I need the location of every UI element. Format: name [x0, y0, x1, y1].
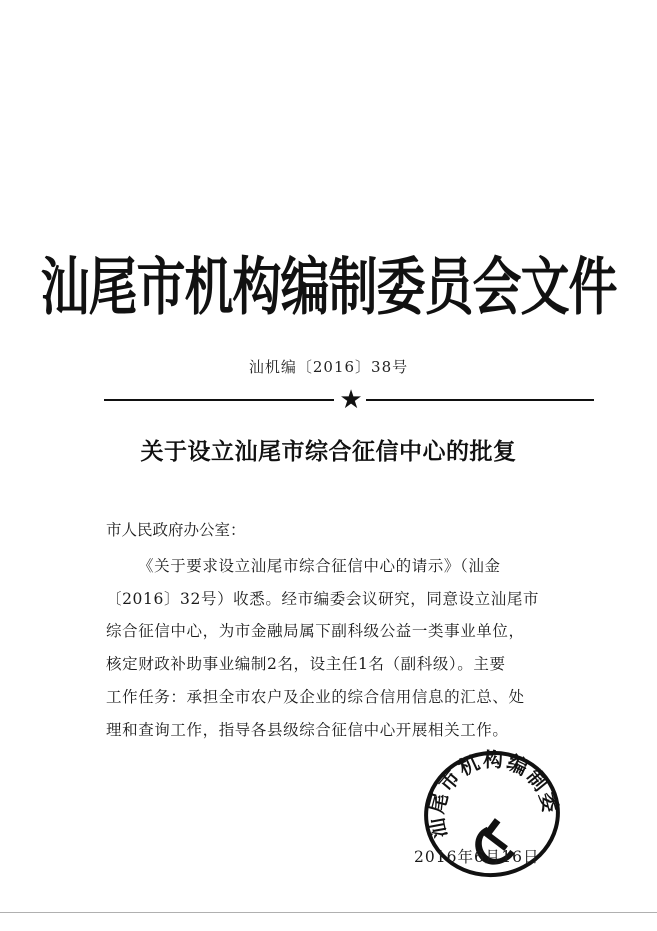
document-subject: 关于设立汕尾市综合征信中心的批复 — [140, 439, 517, 465]
body-line: 《关于要求设立汕尾市综合征信中心的请示》（汕金 — [138, 557, 501, 575]
divider-line-right — [366, 399, 594, 401]
body-line: 理和查询工作，指导各县级综合征信中心开展相关工作。 — [106, 720, 509, 739]
star-icon: ★ — [339, 385, 363, 415]
issue-date: 2016年6月16日 — [414, 848, 540, 866]
body-text — [106, 550, 578, 746]
document-number: 汕机编〔2016〕38号 — [248, 358, 409, 376]
red-header-divider — [104, 385, 594, 415]
recipient: 市人民政府办公室： — [106, 521, 246, 539]
issuing-authority-title: 汕尾市机构编制委员会文件 — [40, 250, 617, 324]
body-line: 〔2016〕32号）收悉。经市编委会议研究，同意设立汕尾市 — [106, 589, 540, 608]
body-line: 核定财政补助事业编制2名，设主任1名（副科级）。主要 — [106, 655, 506, 674]
body-line: 工作任务：承担全市农户及企业的综合信用信息的汇总、处 — [106, 687, 525, 706]
seal-text: 汕尾市机构编制委员会 — [412, 738, 564, 841]
divider-line-left — [104, 399, 334, 401]
body-line: 综合征信中心，为市金融局属下副科级公益一类事业单位， — [106, 622, 525, 641]
page-bottom-edge — [0, 912, 657, 913]
